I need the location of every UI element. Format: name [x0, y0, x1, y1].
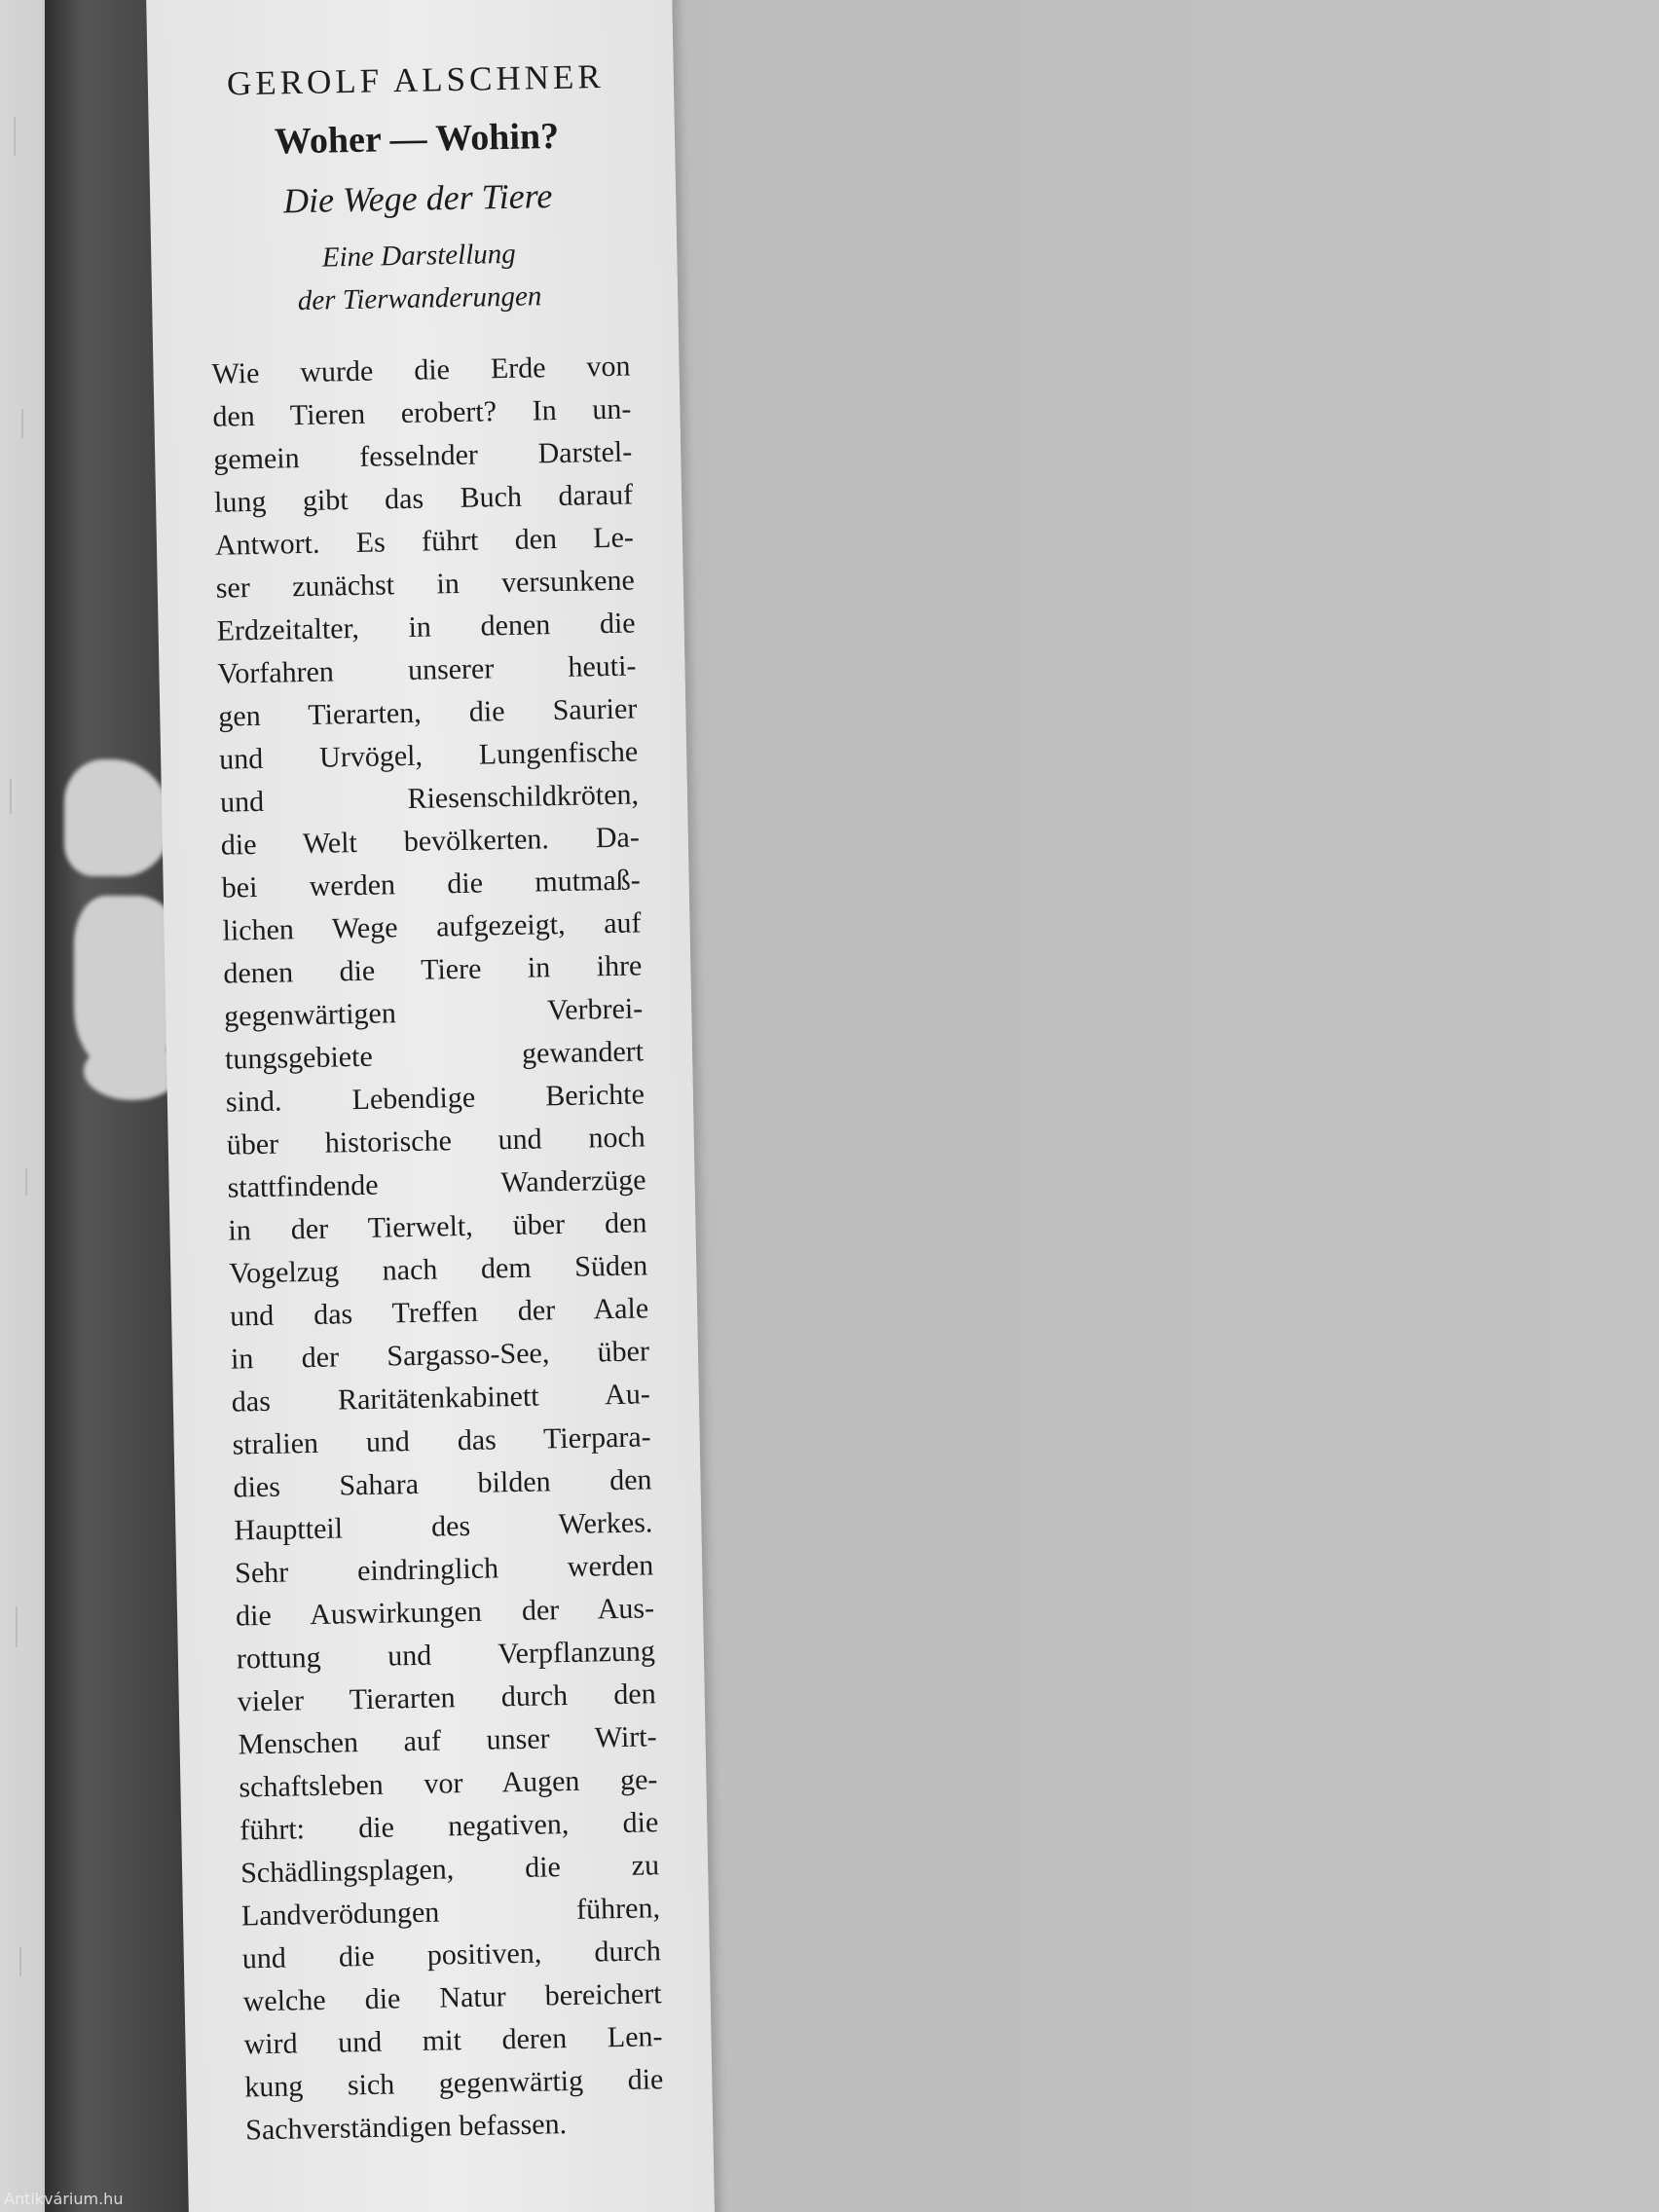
blurb-line: Landverödungen führen, [240, 1892, 661, 1933]
blurb-line: Wie wurde die Erde von [211, 350, 631, 390]
book-subtitle: Die Wege der Tiere [282, 176, 553, 221]
blurb-line: sind. Lebendige Berichte [225, 1078, 645, 1119]
blurb-line: welche die Natur bereichert [242, 1977, 662, 2018]
dust-jacket-flap [146, 0, 715, 2212]
blurb-line: das Raritätenkabinett Au- [231, 1378, 651, 1419]
book-description-heading [209, 231, 630, 324]
blurb-line: denen die Tiere in ihre [223, 949, 643, 990]
blurb-line: gen Tierarten, die Saurier [218, 692, 638, 733]
blurb-line: Menschen auf unser Wirt- [238, 1720, 657, 1761]
blurb-line: Erdzeitalter, in denen die [216, 607, 636, 647]
blurb-line: ser zunächst in versunkene [215, 564, 636, 605]
blurb-line: bei werden die mutmaß- [221, 864, 641, 904]
blurb-line: gegenwärtigen Verbrei- [223, 992, 644, 1033]
blurb-line: vieler Tierarten durch den [237, 1677, 657, 1718]
blurb-line: wird und mit deren Len- [243, 2020, 663, 2061]
blurb-line: lichen Wege aufgezeigt, auf [222, 906, 642, 947]
blurb-line: gemein fesselnder Darstel- [212, 435, 633, 476]
description-heading-line: Eine Darstellung [321, 238, 517, 274]
blurb-line: rottung und Verpflanzung [236, 1635, 656, 1676]
blurb-line: Vogelzug nach dem Süden [229, 1249, 648, 1290]
book-title: Woher — Wohin? [274, 115, 560, 163]
flap-text-block [205, 57, 664, 2153]
blurb-line: schaftsleben vor Augen ge- [239, 1763, 658, 1804]
blurb-line: die Welt bevölkerten. Da- [220, 821, 641, 862]
author-name: GEROLF ALSCHNER [226, 56, 606, 103]
blurb-line: und das Treffen der Aale [229, 1292, 649, 1333]
blurb-line: lung gibt das Buch darauf [213, 478, 634, 519]
description-heading-line: der Tierwanderungen [297, 280, 542, 317]
blurb-line: Schädlingsplagen, die zu [240, 1849, 660, 1890]
blurb-line: die Auswirkungen der Aus- [235, 1592, 655, 1633]
blurb-line: Sehr eindringlich werden [234, 1549, 654, 1590]
blurb-line: Hauptteil des Werkes. [234, 1506, 653, 1547]
blurb-line: führt: die negativen, die [239, 1806, 659, 1847]
blurb-line: kung sich gegenwärtig die [244, 2063, 664, 2104]
blurb-line: stattfindende Wanderzüge [227, 1163, 646, 1204]
blurb-line: den Tieren erobert? In un- [212, 392, 632, 433]
blurb-line: in der Tierwelt, über den [228, 1206, 647, 1247]
blurb-line: dies Sahara bilden den [233, 1463, 652, 1504]
blurb-line: tungsgebiete gewandert [224, 1035, 645, 1076]
blurb-line: und die positiven, durch [241, 1935, 662, 1975]
watermark-text: Antikvárium.hu [4, 2190, 124, 2208]
blurb-line: Vorfahren unserer heuti- [217, 649, 637, 690]
blurb-line: und Urvögel, Lungenfische [218, 735, 639, 776]
blurb-line: Sachverständigen befassen. [244, 2108, 568, 2147]
blurb-line: und Riesenschildkröten, [219, 778, 640, 819]
blurb-line: stralien und das Tierpara- [232, 1420, 651, 1461]
blurb-line: Antwort. Es führt den Le- [214, 521, 635, 562]
blurb-line: über historische und noch [226, 1121, 646, 1161]
blurb-paragraph [211, 346, 664, 2153]
blurb-line: in der Sargasso-See, über [230, 1335, 650, 1376]
